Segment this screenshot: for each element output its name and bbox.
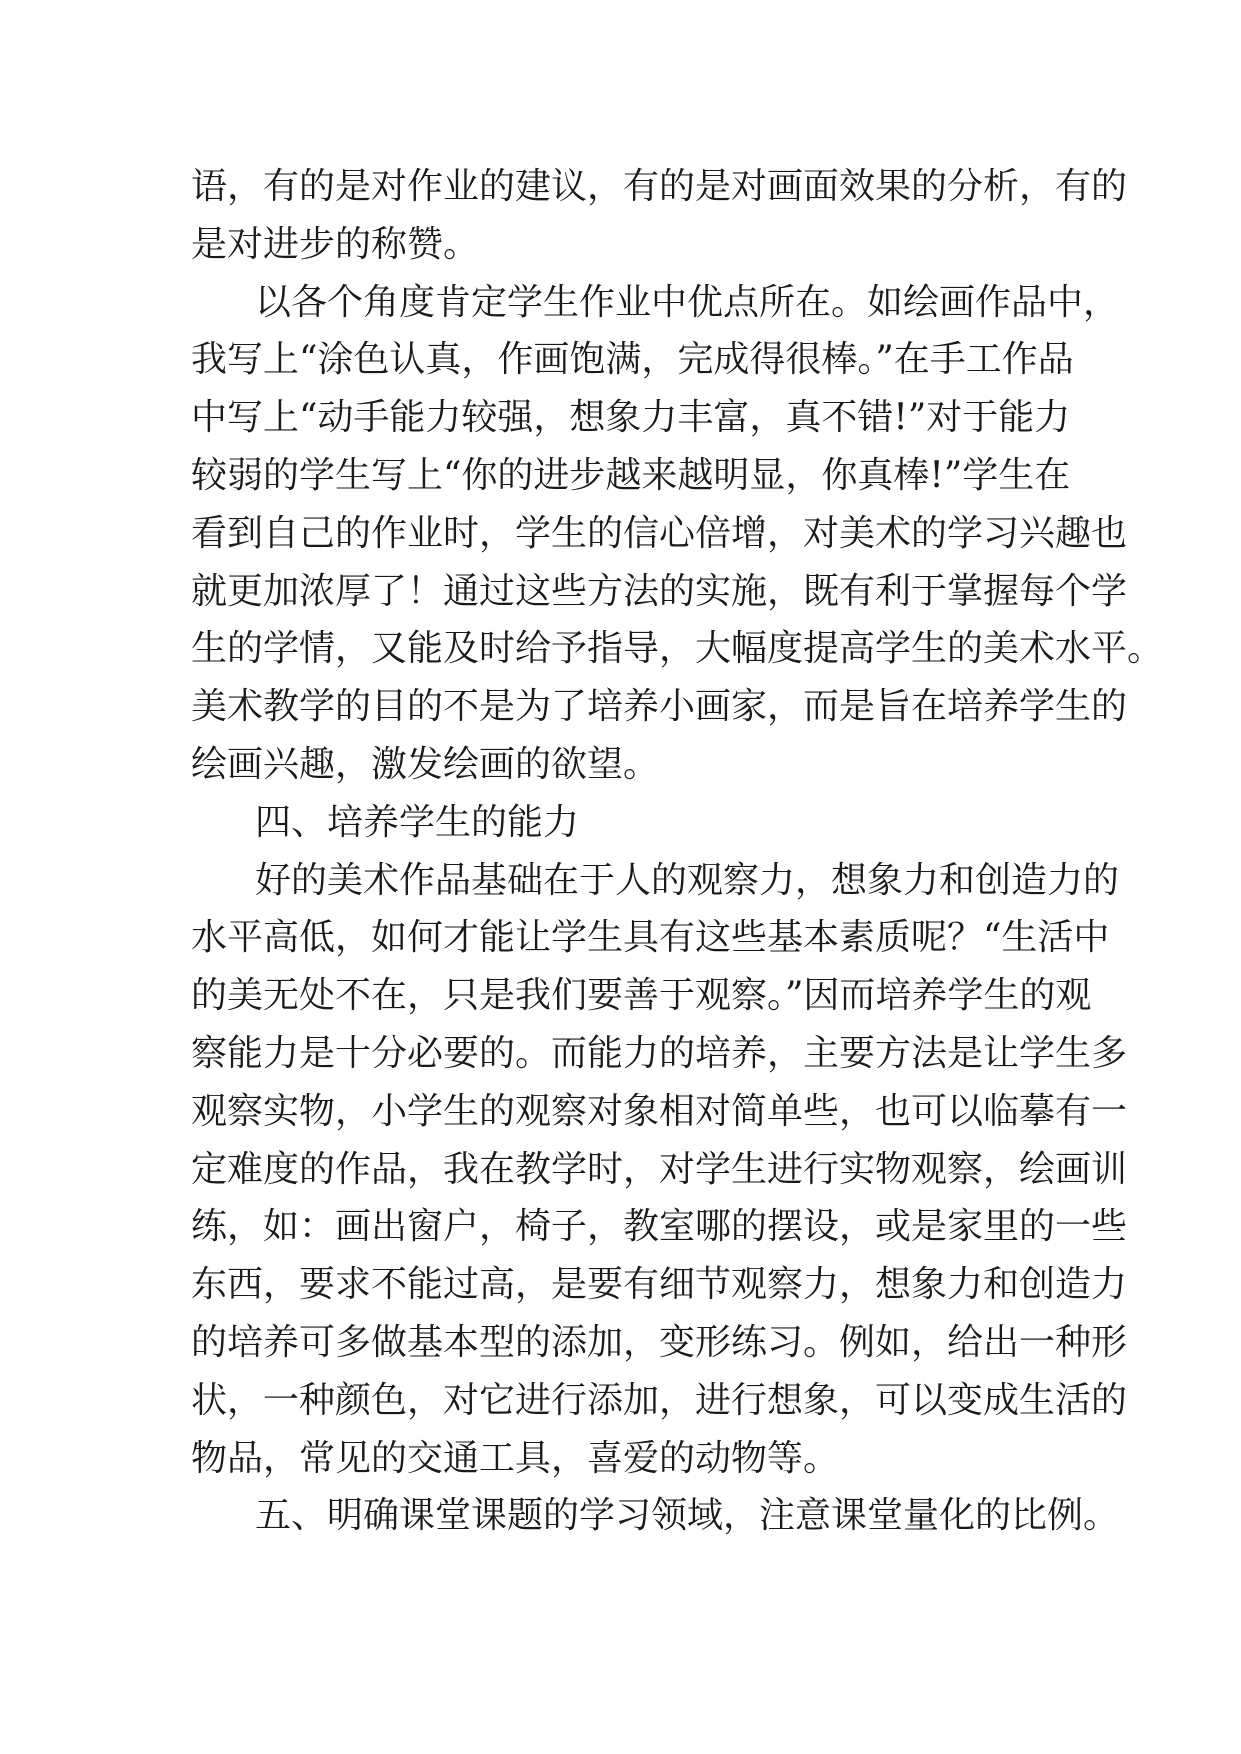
text-line: 的培养可多做基本型的添加，变形练习。例如，给出一种形 (191, 1321, 1128, 1363)
text-line: 较弱的学生写上“你的进步越来越明显，你真棒!”学生在 (191, 454, 1071, 496)
text-line: 定难度的作品，我在教学时，对学生进行实物观察，绘画训 (191, 1148, 1128, 1190)
text-line: 美术教学的目的不是为了培养小画家，而是旨在培养学生的 (191, 686, 1128, 728)
text-line: 水平高低，如何才能让学生具有这些基本素质呢？“生活中 (191, 917, 1110, 959)
text-line: 的美无处不在，只是我们要善于观察。”因而培养学生的观 (191, 975, 1092, 1017)
text-line: 看到自己的作业时，学生的信心倍增，对美术的学习兴趣也 (191, 512, 1128, 554)
paragraph-start-line: 以各个角度肯定学生作业中优点所在。如绘画作品中， (255, 281, 1120, 323)
text-line: 中写上“动手能力较强，想象力丰富，真不错!”对于能力 (191, 397, 1071, 439)
text-line: 物品，常见的交通工具，喜爱的动物等。 (191, 1437, 840, 1479)
text-line: 是对进步的称赞。 (191, 223, 480, 265)
text-line: 东西，要求不能过高，是要有细节观察力，想象力和创造力 (191, 1264, 1128, 1306)
section-heading: 五、明确课堂课题的学习领域，注意课堂量化的比例。 (255, 1495, 1120, 1537)
text-line: 绘画兴趣，激发绘画的欲望。 (191, 743, 660, 785)
text-line: 察能力是十分必要的。而能力的培养，主要方法是让学生多 (191, 1032, 1128, 1074)
paragraph-start-line: 好的美术作品基础在于人的观察力，想象力和创造力的 (255, 859, 1120, 901)
text-line: 练，如：画出窗户，椅子，教室哪的摆设，或是家里的一些 (191, 1206, 1128, 1248)
text-line: 生的学情，又能及时给予指导，大幅度提高学生的美术水平。 (191, 628, 1164, 670)
text-line: 观察实物，小学生的观察对象相对简单些，也可以临摹有一 (191, 1090, 1128, 1132)
text-line: 状，一种颜色，对它进行添加，进行想象，可以变成生活的 (191, 1379, 1128, 1421)
text-line: 我写上“涂色认真，作画饱满，完成得很棒。”在手工作品 (191, 339, 1074, 381)
text-line: 语，有的是对作业的建议，有的是对画面效果的分析，有的 (191, 166, 1128, 207)
document-body (191, 158, 1164, 1545)
section-heading: 四、培养学生的能力 (255, 801, 580, 843)
text-line: 就更加浓厚了！通过这些方法的实施，既有利于掌握每个学 (191, 570, 1128, 612)
